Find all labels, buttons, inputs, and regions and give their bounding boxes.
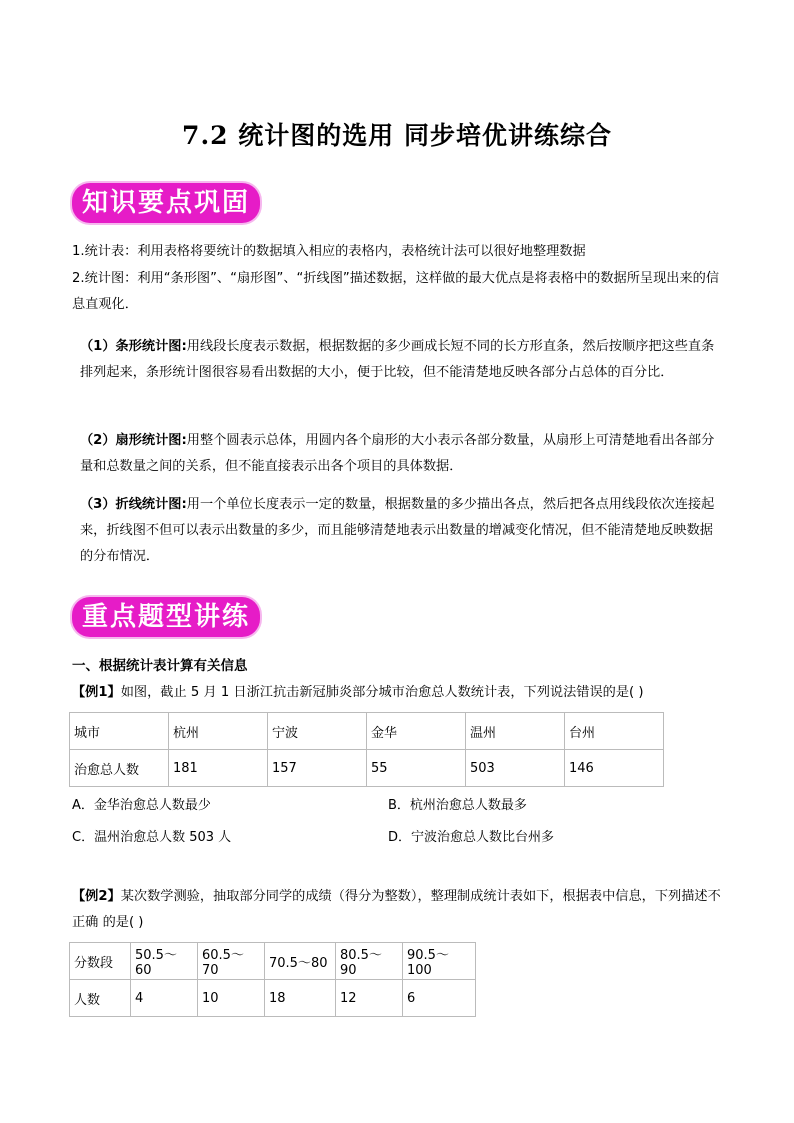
- table-cell: 146: [565, 750, 664, 787]
- example-2-question: [72, 884, 727, 936]
- section-badge-knowledge: 知识要点巩固: [72, 183, 260, 223]
- option-c: C．温州治愈总人数 503 人: [72, 830, 232, 845]
- table-cell: 分数段: [70, 943, 131, 980]
- paragraph-table-definition: 1.统计表：利用表格将要统计的数据填入相应的表格内，表格统计法可以很好地整理数据: [72, 244, 586, 259]
- table-cell: 157: [268, 750, 367, 787]
- page-title: 7.2 统计图的选用 同步培优讲练综合: [182, 121, 612, 150]
- table-cell: 治愈总人数: [70, 750, 169, 787]
- table-row: [70, 713, 664, 750]
- paragraph-chart-definition: 2.统计图：利用“条形图”、“扇形图”、“折线图”描述数据，这样做的最大优点是将表格中的数据所呈现出来的信息直观化．: [72, 271, 720, 312]
- table-cell: 55: [367, 750, 466, 787]
- table-cell: 4: [131, 980, 198, 1017]
- table-cell: 503: [466, 750, 565, 787]
- example-1-question: [72, 680, 727, 706]
- example-1-label: 【例1】: [72, 685, 121, 700]
- example-1-text: 如图，截止 5 月 1 日浙江抗击新冠肺炎部分城市治愈总人数统计表，下列说法错误的是( ): [120, 685, 644, 700]
- line-chart-text: 用一个单位长度表示一定的数量，根据数量的多少描出各点，然后把各点用线段依次连接起来，折线图不但可以表示出数量的多少，而且能够清楚地表示出数量的增减变化情况，但不能清楚地反映数据的分布情况．: [80, 497, 715, 564]
- table-cell: 181: [169, 750, 268, 787]
- example-2-text: 某次数学测验，抽取部分同学的成绩（得分为整数），整理制成统计表如下，根据表中信息，下列描述不正确 的是( ): [72, 889, 721, 930]
- table-row: [70, 750, 664, 787]
- table-cell: 12: [336, 980, 403, 1017]
- option-b: B．杭州治愈总人数最多: [388, 798, 527, 813]
- paragraph-bar-chart: [80, 334, 726, 386]
- table-cell: 80.5～90: [336, 943, 403, 980]
- table-row: [70, 980, 476, 1017]
- paragraph-line-chart: [80, 492, 726, 570]
- table-cell: 50.5～60: [131, 943, 198, 980]
- bar-chart-text: 用线段长度表示数据，根据数据的多少画成长短不同的长方形直条，然后按顺序把这些直条排列起来，条形统计图很容易看出数据的大小，便于比较，但不能清楚地反映各部分占总体的百分比．: [80, 339, 715, 380]
- pie-chart-text: 用整个圆表示总体，用圆内各个扇形的大小表示各部分数量，从扇形上可清楚地看出各部分量和总数量之间的关系，但不能直接表示出各个项目的具体数据．: [80, 433, 715, 474]
- table-cell: 金华: [367, 713, 466, 750]
- table-cell: 台州: [565, 713, 664, 750]
- table-cell: 宁波: [268, 713, 367, 750]
- table-row: [70, 943, 476, 980]
- option-a: A．金华治愈总人数最少: [72, 798, 211, 813]
- line-chart-label: （3）折线统计图:: [80, 497, 187, 512]
- table-cell: 18: [265, 980, 336, 1017]
- table-cell: 10: [198, 980, 265, 1017]
- table-cell: 70.5～80: [265, 943, 336, 980]
- bar-chart-label: （1）条形统计图:: [80, 339, 187, 354]
- section-heading: 一、根据统计表计算有关信息: [72, 658, 248, 674]
- section-badge-practice: 重点题型讲练: [72, 597, 260, 637]
- table-cell: 90.5～100: [403, 943, 476, 980]
- option-d: D．宁波治愈总人数比台州多: [388, 830, 555, 845]
- table-cell: 杭州: [169, 713, 268, 750]
- table-cell: 温州: [466, 713, 565, 750]
- example-1-table: [69, 712, 664, 787]
- example-2-table: [69, 942, 476, 1017]
- pie-chart-label: （2）扇形统计图:: [80, 433, 187, 448]
- table-cell: 人数: [70, 980, 131, 1017]
- table-cell: 6: [403, 980, 476, 1017]
- table-cell: 60.5～70: [198, 943, 265, 980]
- table-cell: 城市: [70, 713, 169, 750]
- paragraph-pie-chart: [80, 428, 726, 480]
- example-2-label: 【例2】: [72, 889, 121, 904]
